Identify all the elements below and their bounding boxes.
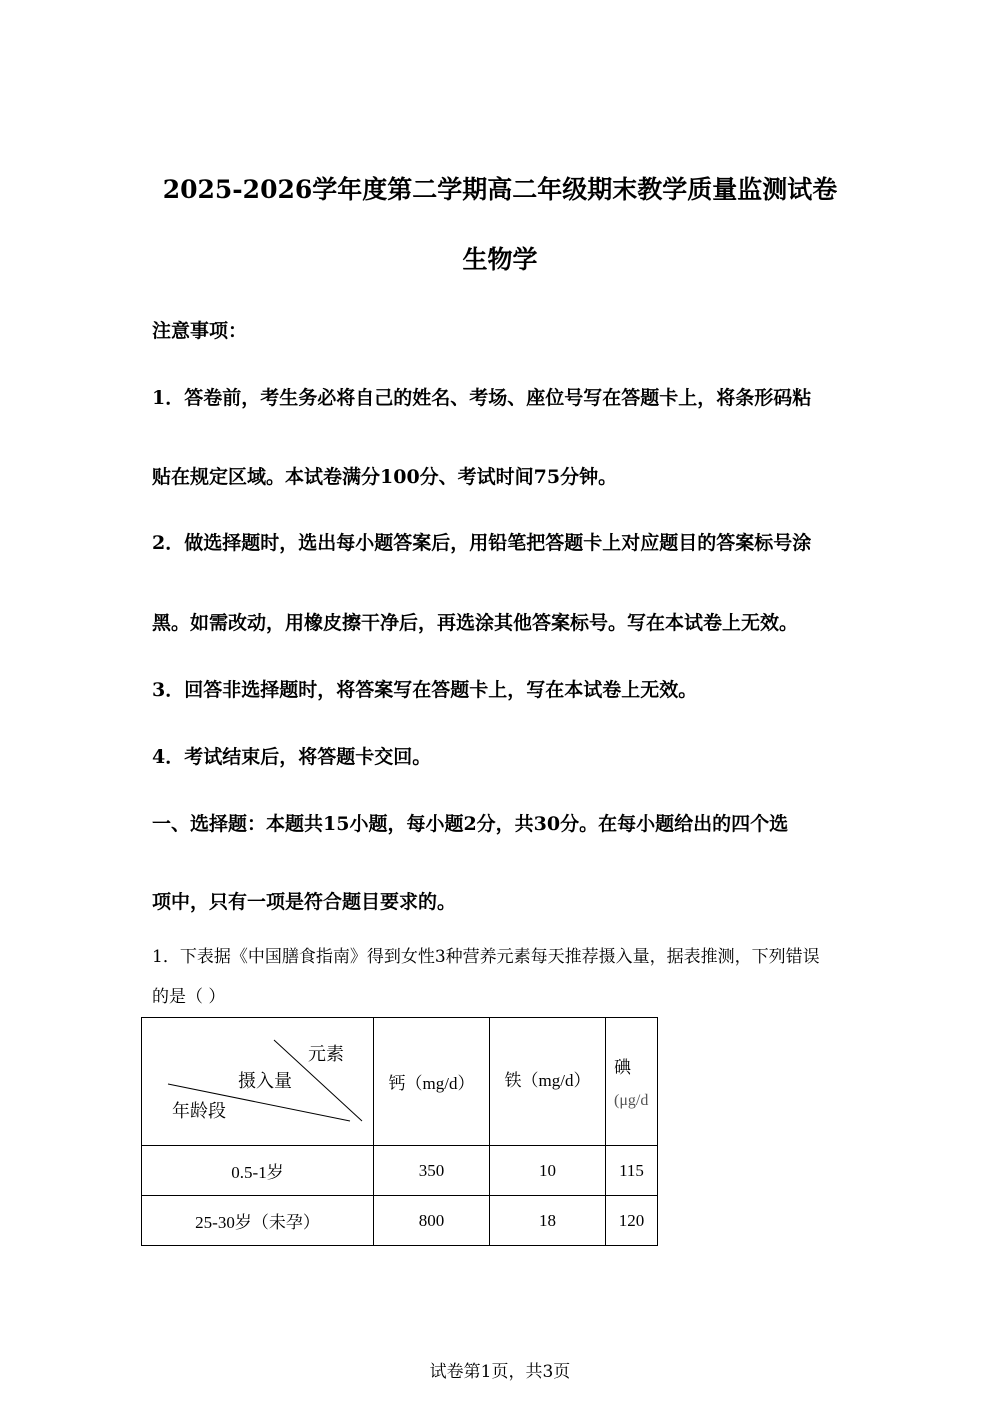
notice-item-1-line-2: 贴在规定区域。本试卷满分100分、考试时间75分钟。 — [152, 466, 618, 488]
header-intake-label: 摄入量 — [238, 1071, 292, 1091]
row-2-iodine: 120 — [606, 1196, 658, 1246]
notice-item-1-line-1: 1．答卷前，考生务必将自己的姓名、考场、座位号写在答题卡上，将条形码粘 — [152, 387, 812, 409]
header-iron: 铁（mg/d） — [504, 1071, 591, 1090]
notice-item-2-line-1: 2．做选择题时，选出每小题答案后，用铅笔把答题卡上对应题目的答案标号涂 — [152, 532, 812, 554]
question-1-stem-line-2: 的是（ ） — [152, 987, 226, 1007]
notice-item-4: 4．考试结束后，将答题卡交回。 — [152, 746, 432, 768]
header-element-label: 元素 — [308, 1044, 344, 1064]
header-iodine: 碘 — [614, 1058, 631, 1077]
section-1-heading-line-2: 项中，只有一项是符合题目要求的。 — [152, 891, 457, 913]
page-footer: 试卷第1页，共3页 — [429, 1362, 571, 1382]
row-2-iron: 18 — [490, 1196, 606, 1246]
notice-heading: 注意事项： — [152, 320, 248, 342]
row-1-age: 0.5-1岁 — [142, 1146, 374, 1196]
question-1-stem-line-1: 1．下表据《中国膳食指南》得到女性3种营养元素每天推荐摄入量，据表推测，下列错误 — [152, 947, 820, 967]
table-row — [142, 1196, 658, 1246]
row-2-calcium: 800 — [374, 1196, 490, 1246]
header-iodine-cell-wrap — [606, 1018, 658, 1146]
header-iodine-cell — [490, 1018, 606, 1146]
row-1-calcium: 350 — [374, 1146, 490, 1196]
subject-title: 生物学 — [462, 245, 538, 274]
row-1-iodine: 115 — [606, 1146, 658, 1196]
exam-title: 2025-2026学年度第二学期高二年级期末教学质量监测试卷 — [162, 175, 838, 204]
row-2-age: 25-30岁（未孕） — [142, 1196, 374, 1246]
header-iodine-unit: (μg/d — [614, 1092, 649, 1109]
row-1-iron: 10 — [490, 1146, 606, 1196]
table-header-row — [142, 1018, 658, 1146]
table-row — [142, 1146, 658, 1196]
nutrient-intake-table — [141, 1017, 658, 1246]
notice-item-3: 3．回答非选择题时，将答案写在答题卡上，写在本试卷上无效。 — [152, 679, 698, 701]
header-age-label: 年龄段 — [172, 1101, 226, 1121]
header-calcium: 钙（mg/d） — [374, 1018, 490, 1146]
notice-item-2-line-2: 黑。如需改动，用橡皮擦干净后，再选涂其他答案标号。写在本试卷上无效。 — [152, 612, 799, 634]
section-1-heading-line-1: 一、选择题：本题共15小题，每小题2分，共30分。在每小题给出的四个选 — [152, 813, 789, 835]
diagonal-header-cell — [142, 1018, 374, 1146]
